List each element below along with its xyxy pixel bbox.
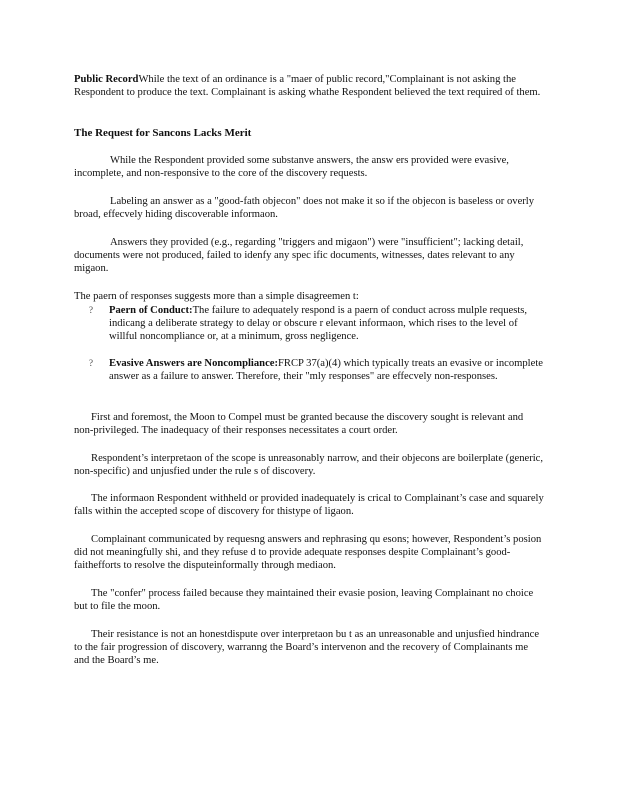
paragraph-interpretation: Respondent’s interpretaon of the scope is unreasonably narrow, and their objecons are boilerplate (generic, non-specific) and unjusfied under the rule s of discovery.: [74, 453, 544, 477]
bullet-content: [109, 304, 544, 343]
public-record-lead: Public Record: [74, 74, 139, 85]
paragraph-good-faith: Labeling an answer as a "good-fath objecon" does not make it so if the objecon is baseless or overly broad, effecvely hiding discoverable informaon.: [74, 196, 535, 220]
bullet-item: [74, 357, 544, 383]
paragraph-first: First and foremost, the Moon to Compel must be granted because the discovery sought is relevant and non-privileged. The inadequacy of their responses necessitates a court order.: [74, 412, 524, 436]
bullet-text: FRCP 37(a)(4) which typically treats an evasive or incomplete answer as a failure to answer. Therefore, their "mly responses" are effecvely non-responses.: [109, 358, 543, 382]
bullet-text: The failure to adequately respond is a paern of conduct across mulple requests, indicang a deliberate strategy to delay or obscure r elevant informaon, which rises to the level of willful noncompliance or, at a minimum, gross negligence.: [109, 305, 528, 342]
public-record-text: While the text of an ordinance is a "maer of public record,"Complainant is not asking the Respondent to produce the text. Complainant is asking whathe Respondent believed the text required of them.: [74, 74, 541, 98]
section-heading: The Request for Sancons Lacks Merit: [74, 127, 252, 139]
bullet-content: [109, 357, 544, 383]
paragraph-resistance: Their resistance is not an honestdispute over interpretaon bu t as an unreasonable and unjusfied hindrance to the fair progression of discovery, warranng the Board’s intervenon and the recovery of Complainants me and the Board’s me.: [74, 629, 540, 666]
paragraph-answers: Answers they provided (e.g., regarding "triggers and migaon") were "insufficient"; lacking detail, documents were not produced, failed to idenfy any spec ific documents, witnesses, dates relevant to any migaon.: [74, 237, 524, 274]
paragraph-confer: The "confer" process failed because they maintained their evasie posion, leaving Complainant no choice but to file the moon.: [74, 588, 534, 612]
bullet-marker: ?: [89, 305, 93, 315]
paragraph-information: The informaon Respondent withheld or provided inadequately is crical to Complainant’s case and squarely falls within the accepted scope of discovery for thistype of ligaon.: [74, 493, 544, 517]
paragraph-substantive: While the Respondent provided some substanve answers, the answ ers provided were evasive, incomplete, and non-responsive to the core of the discovery requests.: [74, 155, 509, 179]
paragraph-communicated: Complainant communicated by requesng answers and rephrasing qu esons; however, Respondent’s posion did not meaningfully shi, and they refuse d to provide adequate responses despite Complainant’s good-faithefforts to resolve the disputeinformally through mediaon.: [74, 534, 542, 571]
bullet-lead: Evasive Answers are Noncompliance:: [109, 358, 278, 369]
bullet-marker: ?: [89, 358, 93, 368]
paragraph-public-record: [74, 73, 544, 99]
bullet-item: [74, 304, 544, 343]
paragraph-pattern-intro: The paern of responses suggests more than a simple disagreemen t:: [74, 291, 359, 302]
bullet-lead: Paern of Conduct:: [109, 305, 193, 316]
